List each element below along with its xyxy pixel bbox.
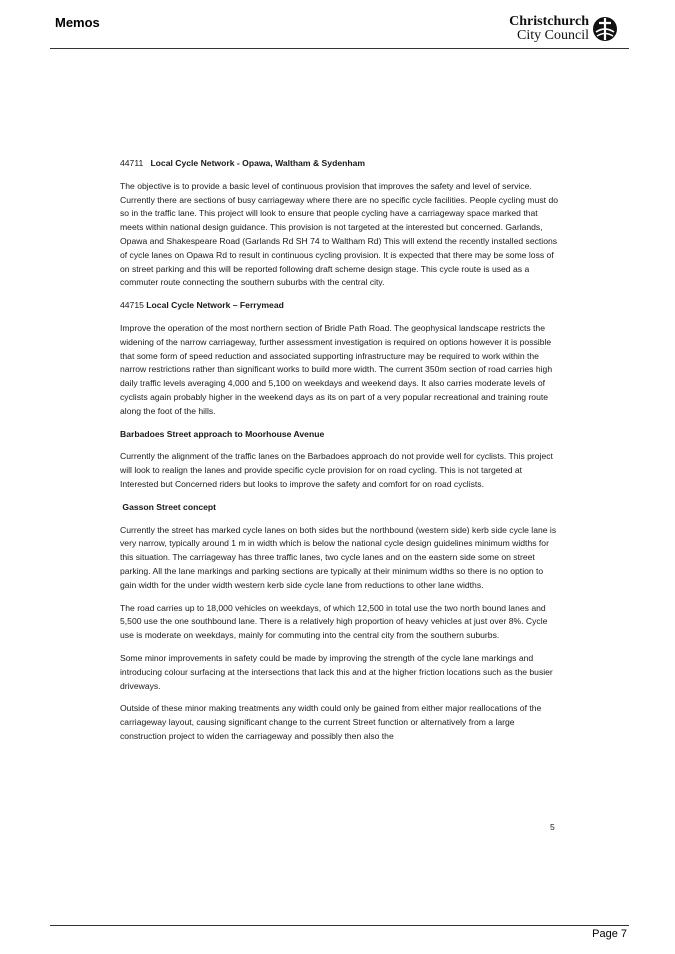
paragraph: Currently the alignment of the traffic lanes on the Barbadoes approach do not provide well for cyclists. This project will look to realign the lanes and provide specific cycle provision for on road cycling. This is not targeted at Interested but Concerned riders but looks to improve the safety and comfort for on road cyclists. (120, 451, 553, 489)
paragraph: Improve the operation of the most northern section of Bridle Path Road. The geophysical landscape restricts the widening of the narrow carriageway, further assessment investigation is required on options however it is possible that some form of speed reduction and associated supporting infrastructure may be required to work within the narrow restrictions rather than significant works to build more width. The current 350m section of road carries high daily traffic levels averaging 4,000 and 5,100 on weekdays and weekend days. It also carries moderate levels of cyclists again probably higher in the weekend days as its on part of a very popular recreational and training route along the foot of the hills. (120, 322, 553, 416)
section-title: Gasson Street concept (122, 501, 216, 512)
document-body (120, 157, 560, 753)
section-title: Local Cycle Network – Ferrymead (146, 300, 284, 311)
paragraph: The road carries up to 18,000 vehicles on weekdays, of which 12,500 in total use the two north bound lanes and 5,500 use the one southbound lane. There is a relatively high proportion of heavy vehicles at just over 8%. Cycle use is moderate on weekdays, mainly for commuting into the central city from the southern suburbs. (120, 602, 548, 641)
paragraph: Outside of these minor making treatments any width could only be gained from either major reallocations of the carriageway layout, causing significant change to the current Street function or alternatively from a large construction project to widen the carriageway and possibly then also the (120, 703, 542, 741)
inner-page-number: 5 (550, 822, 555, 832)
section-code: 44715 (120, 300, 144, 311)
logo-line-2: City Council (517, 28, 589, 43)
section-code: 44711 (120, 158, 144, 168)
section-heading (120, 157, 560, 171)
council-emblem-icon (592, 15, 618, 43)
section-heading (120, 501, 560, 515)
paragraph: Some minor improvements in safety could be made by improving the strength of the cycle lane markings and introducing colour surfacing at the intersections that lack this and at the higher friction locations such as the busier driveways. (120, 652, 553, 691)
paragraph: The objective is to provide a basic level of continuous provision that improves the safety and level of service. Currently there are sections of busy carriageway where there are no specific cycle facilities. People cycling must do so in the traffic lane. This project will look to ensure that people cycling have a carriageway space marked that meets within national design guidance. This provision is not targeted at the interested but concerned. Garlands, Opawa and Shakespeare Road (Garlands Rd SH 74 to Waltham Rd) This will extend the recently installed sections of cycle lanes on Opawa Rd to result in continuous cycling provision. It is expected that there may be some loss of on street parking and this will be reported following draft scheme design stage. This cycle route is used as a commuter route connecting the southern suburbs with the central city. (120, 180, 559, 288)
footer-divider (50, 925, 629, 926)
council-logo (509, 14, 618, 44)
section-heading (120, 428, 560, 442)
section-title: Local Cycle Network - Opawa, Waltham & Sydenham (150, 158, 366, 168)
paragraph: Currently the street has marked cycle lanes on both sides but the northbound (western side) kerb side cycle lane is very narrow, typically around 1 m in width which is below the national cycle design guidelines minimum widths for this situation. The carriageway has three traffic lanes, two cycle lanes and on the eastern side some on street parking. All the lane markings and parking sections are typically at their minimum widths so there is no option to gain width for the under width western kerb side cycle lane from reductions to other lane widths. (120, 524, 557, 590)
header-divider (50, 48, 629, 49)
footer-page-label: Page 7 (592, 928, 627, 940)
memo-header-title: Memos (55, 15, 100, 30)
section-heading (120, 299, 560, 313)
section-title: Barbadoes Street approach to Moorhouse Avenue (120, 428, 325, 439)
logo-line-1: Christchurch (509, 14, 589, 29)
